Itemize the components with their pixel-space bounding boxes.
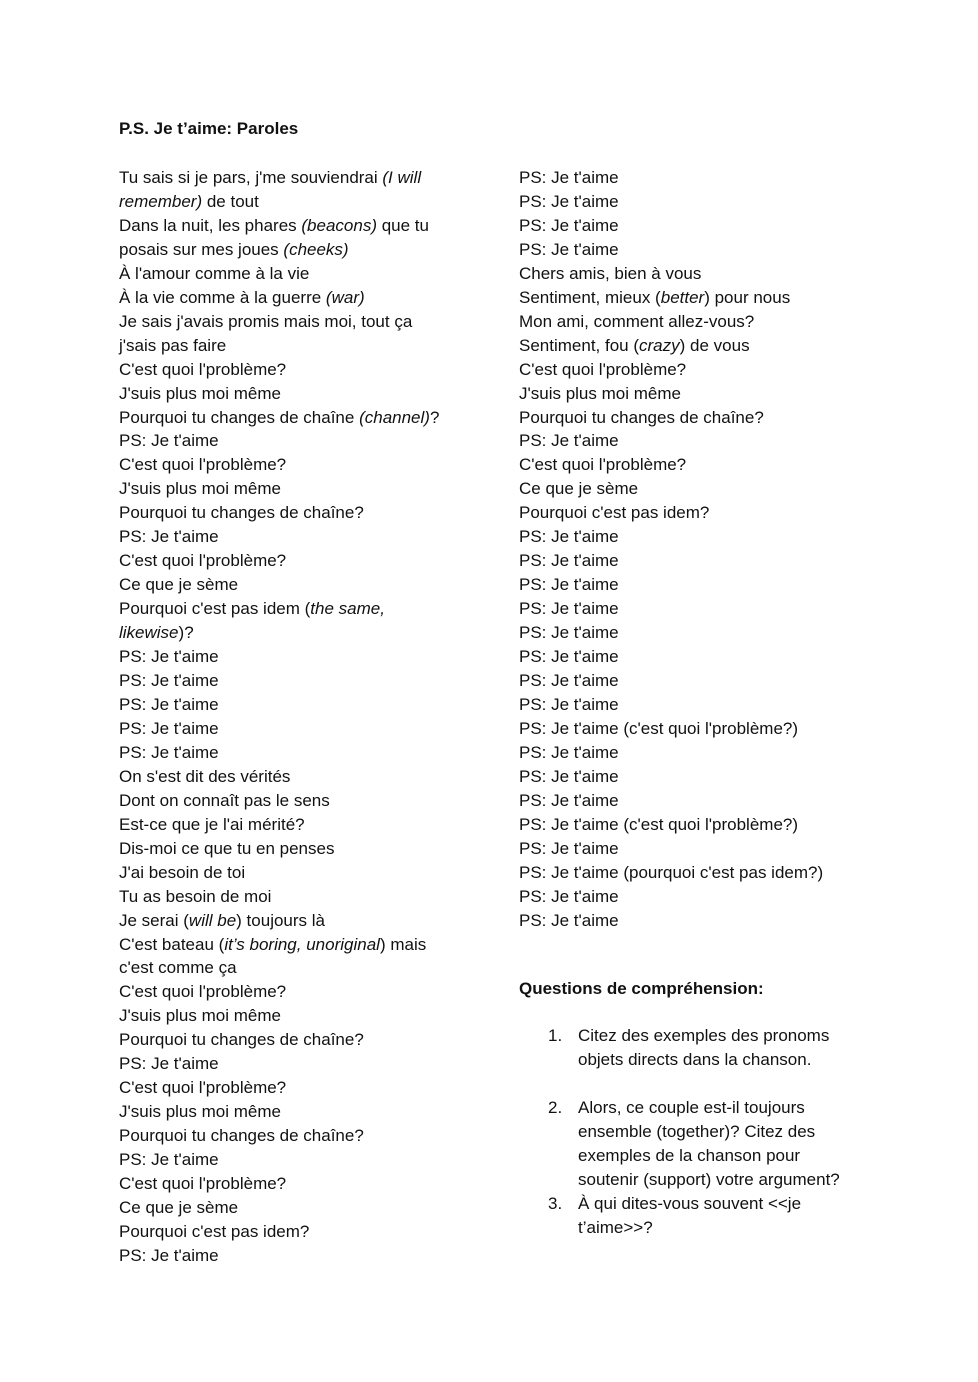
lyric-line: [119, 693, 469, 717]
lyric-line: [519, 334, 869, 358]
lyric-text: PS: Je t'aime: [119, 1150, 219, 1170]
lyric-text: Sentiment, mieux (: [519, 287, 661, 307]
lyric-text: PS: Je t'aime: [519, 623, 619, 643]
lyric-translation: crazy: [639, 335, 680, 355]
lyric-line: [119, 861, 469, 885]
question-text: Alors, ce couple est-il toujours: [578, 1097, 805, 1117]
lyric-translation: likewise: [119, 623, 179, 643]
question-line: [519, 1216, 869, 1240]
lyric-line: [119, 406, 469, 430]
lyric-line: [119, 214, 469, 238]
lyric-line: [519, 861, 869, 885]
lyric-text: posais sur mes joues: [119, 239, 284, 259]
lyric-text: Dans la nuit, les phares: [119, 215, 302, 235]
lyric-text: Mon ami, comment allez-vous?: [519, 311, 755, 331]
lyric-translation: (I will: [382, 168, 422, 187]
lyric-text: C'est quoi l'problème?: [119, 1174, 287, 1194]
lyric-translation: better: [660, 287, 705, 307]
question-line: [519, 1048, 869, 1072]
lyric-text: J'suis plus moi même: [119, 479, 281, 499]
lyric-line: [119, 933, 469, 957]
lyric-text: C'est bateau (: [119, 934, 225, 954]
lyric-line: [519, 406, 869, 430]
question-text: Citez des exemples des pronoms: [578, 1026, 830, 1045]
lyric-line: [119, 741, 469, 765]
lyric-text: À l'amour comme à la vie: [119, 263, 310, 283]
lyric-line: [519, 214, 869, 238]
lyric-text: On s'est dit des vérités: [119, 766, 291, 786]
lyric-line: [519, 549, 869, 573]
lyric-text: J'suis plus moi même: [119, 1006, 281, 1026]
lyric-text: PS: Je t'aime: [519, 742, 619, 762]
question-line: [519, 1144, 869, 1168]
lyric-text: Dis-moi ce que tu en penses: [119, 838, 335, 858]
lyric-line: [519, 190, 869, 214]
lyric-line: [119, 645, 469, 669]
lyric-line: [119, 453, 469, 477]
lyric-text: Pourquoi c'est pas idem (: [119, 599, 311, 619]
lyric-translation: remember): [119, 191, 203, 211]
lyric-line: [119, 286, 469, 310]
lyric-line: [119, 334, 469, 358]
lyric-text: PS: Je t'aime: [519, 527, 619, 547]
lyric-line: [119, 358, 469, 382]
lyric-text: ) toujours là: [236, 910, 325, 930]
lyric-line: [119, 382, 469, 406]
lyric-line: [519, 262, 869, 286]
lyric-line: [119, 573, 469, 597]
lyric-text: Pourquoi tu changes de chaîne?: [119, 1030, 364, 1050]
lyric-text: Je serai (: [119, 910, 189, 930]
question-text: soutenir (support) votre argument?: [578, 1169, 840, 1189]
lyric-line: [119, 477, 469, 501]
lyric-text: ) mais: [379, 934, 427, 954]
lyric-translation: it’s boring, unoriginal: [224, 934, 380, 954]
lyric-text: PS: Je t'aime (c'est quoi l'problème?): [519, 718, 799, 738]
lyrics-column-right: [519, 166, 869, 933]
lyric-text: PS: Je t'aime: [119, 647, 219, 667]
lyric-line: [119, 1148, 469, 1172]
lyric-text: PS: Je t'aime: [519, 647, 619, 667]
questions-list: [519, 1024, 869, 1240]
lyric-text: PS: Je t'aime: [519, 599, 619, 619]
lyric-line: [119, 765, 469, 789]
lyric-text: PS: Je t'aime: [519, 575, 619, 595]
lyric-text: PS: Je t'aime: [119, 694, 219, 714]
lyric-text: Chers amis, bien à vous: [519, 263, 702, 283]
lyric-text: PS: Je t'aime: [519, 168, 619, 187]
question-text: exemples de la chanson pour: [578, 1145, 801, 1165]
question-number: 3.: [548, 1193, 563, 1213]
lyric-line: [519, 765, 869, 789]
lyric-text: PS: Je t'aime: [119, 527, 219, 547]
lyric-text: Tu sais si je pars, j'me souviendrai: [119, 168, 383, 187]
question-text: objets directs dans la chanson.: [578, 1049, 812, 1069]
lyric-text: C'est quoi l'problème?: [119, 359, 287, 379]
lyric-translation: (cheeks): [283, 239, 349, 259]
lyric-text: PS: Je t'aime (pourquoi c'est pas idem?): [519, 862, 824, 882]
lyric-line: [119, 837, 469, 861]
lyric-line: [519, 741, 869, 765]
lyric-text: j'sais pas faire: [119, 335, 227, 355]
lyric-text: Dont on connaît pas le sens: [119, 790, 330, 810]
lyric-line: [519, 645, 869, 669]
lyric-line: [119, 909, 469, 933]
question-number: 1.: [548, 1026, 563, 1045]
lyric-line: [519, 669, 869, 693]
lyric-text: À la vie comme à la guerre: [119, 287, 326, 307]
lyric-line: [519, 573, 869, 597]
lyric-line: [519, 525, 869, 549]
lyric-text: )?: [178, 623, 194, 643]
lyric-text: PS: Je t'aime: [519, 838, 619, 858]
question-number: 2.: [548, 1097, 563, 1117]
lyric-line: [119, 813, 469, 837]
lyric-text: PS: Je t'aime: [519, 239, 619, 259]
lyric-text: J'ai besoin de toi: [119, 862, 246, 882]
lyric-text: Pourquoi c'est pas idem?: [119, 1221, 310, 1241]
lyric-translation: the same,: [310, 599, 385, 619]
question-line: [519, 1168, 869, 1192]
lyric-text: PS: Je t'aime: [119, 1054, 219, 1074]
lyric-text: PS: Je t'aime: [519, 766, 619, 786]
lyric-translation: (war): [325, 287, 365, 307]
lyric-line: [119, 1028, 469, 1052]
question-line: [519, 1024, 869, 1048]
lyric-line: [119, 1004, 469, 1028]
lyric-text: Pourquoi tu changes de chaîne: [119, 407, 360, 427]
lyric-line: [519, 429, 869, 453]
lyric-text: Est-ce que je l'ai mérité?: [119, 814, 305, 834]
lyric-line: [119, 1124, 469, 1148]
lyric-text: Pourquoi tu changes de chaîne?: [519, 407, 764, 427]
lyric-line: [519, 477, 869, 501]
question-line: [519, 1192, 869, 1216]
lyric-text: PS: Je t'aime: [519, 551, 619, 571]
lyric-text: PS: Je t'aime: [519, 694, 619, 714]
lyric-line: [119, 1076, 469, 1100]
lyric-line: [519, 382, 869, 406]
lyric-line: [119, 1244, 469, 1268]
lyric-line: [119, 1172, 469, 1196]
lyric-line: [519, 501, 869, 525]
lyric-text: PS: Je t'aime: [519, 790, 619, 810]
lyric-text: Pourquoi c'est pas idem?: [519, 503, 710, 523]
lyric-line: [119, 669, 469, 693]
lyric-text: de tout: [202, 191, 259, 211]
lyric-text: J'suis plus moi même: [519, 383, 681, 403]
lyric-line: [119, 1220, 469, 1244]
lyric-line: [519, 717, 869, 741]
lyric-text: PS: Je t'aime: [519, 215, 619, 235]
lyric-line: [119, 190, 469, 214]
question-text: À qui dites-vous souvent <<je: [578, 1193, 802, 1213]
lyric-line: [119, 980, 469, 1004]
lyric-text: PS: Je t'aime: [119, 1245, 219, 1265]
lyric-line: [519, 286, 869, 310]
lyric-text: Je sais j'avais promis mais moi, tout ça: [119, 311, 413, 331]
lyric-line: [519, 885, 869, 909]
lyric-text: Sentiment, fou (: [519, 335, 640, 355]
lyric-line: [119, 501, 469, 525]
lyric-line: [119, 310, 469, 334]
lyric-text: ?: [429, 407, 440, 427]
lyric-text: PS: Je t'aime: [519, 191, 619, 211]
page-title: P.S. Je t’aime: Paroles: [119, 119, 299, 138]
lyric-text: que tu: [377, 215, 429, 235]
lyric-text: Tu as besoin de moi: [119, 886, 272, 906]
lyric-line: [119, 549, 469, 573]
lyric-line: [119, 956, 469, 980]
lyric-text: PS: Je t'aime (c'est quoi l'problème?): [519, 814, 799, 834]
lyric-line: [119, 1100, 469, 1124]
lyric-text: ) pour nous: [704, 287, 791, 307]
lyric-line: [119, 525, 469, 549]
lyric-line: [119, 262, 469, 286]
lyric-line: [119, 238, 469, 262]
lyric-line: [119, 1196, 469, 1220]
lyric-text: Ce que je sème: [519, 479, 639, 499]
lyric-text: PS: Je t'aime: [119, 742, 219, 762]
lyric-line: [519, 238, 869, 262]
lyric-text: Ce que je sème: [119, 575, 239, 595]
lyric-translation: will be: [188, 910, 237, 930]
lyric-line: [119, 885, 469, 909]
lyric-line: [519, 693, 869, 717]
question-line: [519, 1096, 869, 1120]
lyric-text: PS: Je t'aime: [519, 886, 619, 906]
question-text: t’aime>>?: [578, 1217, 653, 1237]
question-line: [519, 1120, 869, 1144]
lyric-text: C'est quoi l'problème?: [119, 551, 287, 571]
lyric-text: J'suis plus moi même: [119, 1102, 281, 1122]
lyric-text: Pourquoi tu changes de chaîne?: [119, 1126, 364, 1146]
lyric-text: PS: Je t'aime: [519, 910, 619, 930]
lyric-line: [119, 717, 469, 741]
lyric-line: [519, 358, 869, 382]
lyric-line: [519, 837, 869, 861]
lyric-text: C'est quoi l'problème?: [519, 359, 687, 379]
lyric-line: [519, 453, 869, 477]
lyric-line: [519, 621, 869, 645]
lyric-text: PS: Je t'aime: [519, 671, 619, 691]
lyric-line: [519, 909, 869, 933]
lyric-text: PS: Je t'aime: [119, 431, 219, 451]
lyric-text: C'est quoi l'problème?: [119, 982, 287, 1002]
lyric-text: J'suis plus moi même: [119, 383, 281, 403]
lyric-line: [119, 1052, 469, 1076]
lyric-line: [119, 621, 469, 645]
lyric-line: [119, 429, 469, 453]
lyric-text: PS: Je t'aime: [119, 671, 219, 691]
lyric-line: [519, 310, 869, 334]
lyric-line: [519, 813, 869, 837]
questions-heading: Questions de compréhension:: [519, 979, 764, 998]
lyric-text: Ce que je sème: [119, 1197, 239, 1217]
lyric-line: [519, 789, 869, 813]
lyric-text: C'est quoi l'problème?: [519, 455, 687, 475]
lyric-line: [119, 789, 469, 813]
lyric-line: [519, 597, 869, 621]
lyric-text: PS: Je t'aime: [519, 431, 619, 451]
question-text: ensemble (together)? Citez des: [578, 1121, 816, 1141]
lyric-text: C'est quoi l'problème?: [119, 1078, 287, 1098]
lyric-text: c'est comme ça: [119, 958, 237, 978]
lyric-translation: (beacons): [301, 215, 377, 235]
lyric-text: Pourquoi tu changes de chaîne?: [119, 503, 364, 523]
lyric-text: C'est quoi l'problème?: [119, 455, 287, 475]
lyric-text: ) de vous: [679, 335, 750, 355]
lyric-line: [519, 166, 869, 190]
lyrics-column-left: [119, 166, 469, 1268]
lyric-line: [119, 166, 469, 190]
lyric-translation: (channel): [359, 407, 430, 427]
lyric-text: PS: Je t'aime: [119, 718, 219, 738]
lyric-line: [119, 597, 469, 621]
